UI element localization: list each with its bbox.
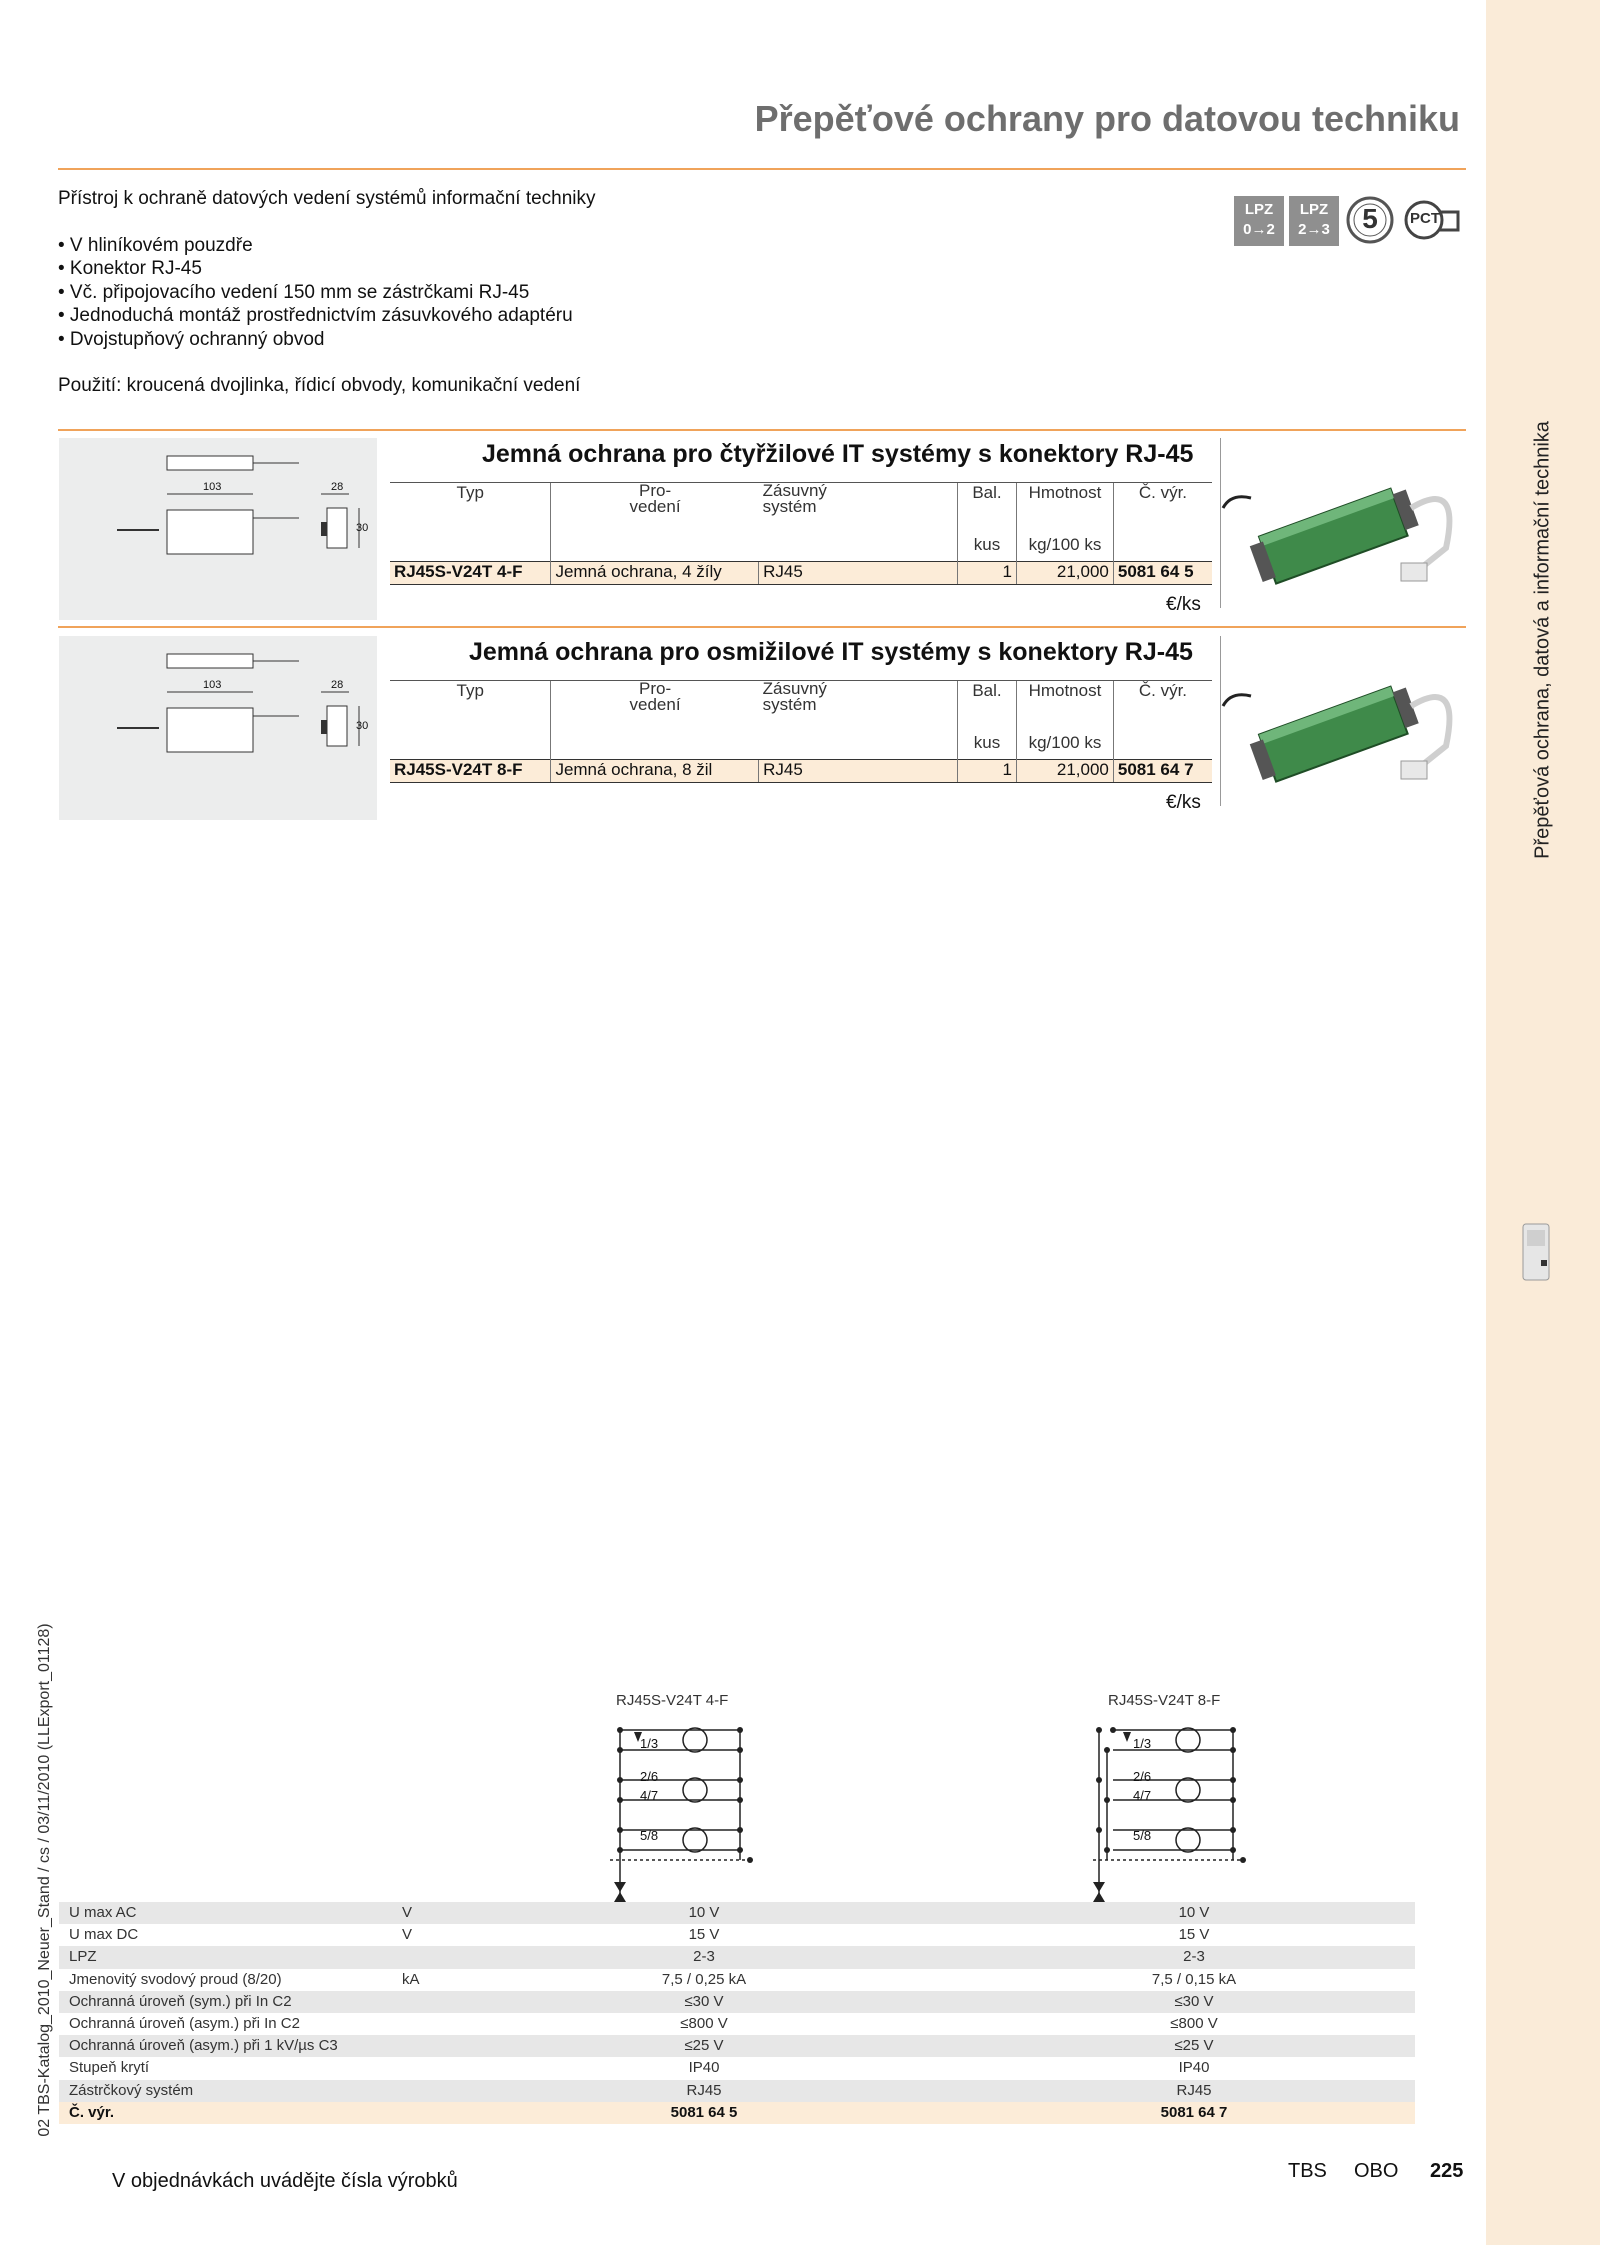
footer-note: V objednávkách uvádějte čísla výrobků [112, 2170, 458, 2192]
col-provedeni: Pro- vedení [551, 681, 759, 734]
col-zasuvny: Zásuvný systém [759, 483, 958, 536]
spec-row: Ochranná úroveň (asym.) při 1 kV/µs C3 ≤25 V ≤25 V [59, 2035, 1415, 2057]
pin-label: 5/8 [640, 1828, 659, 1843]
col-provedeni: Pro- vedení [551, 483, 759, 536]
table-row: RJ45S-V24T 8-F Jemná ochrana, 8 žil RJ45 1 21,000 5081 64 7 [390, 760, 1212, 783]
product-photo-8f [1220, 636, 1464, 806]
spec-row: U max DC V 15 V 15 V [69, 1926, 1210, 1944]
spec-row: Stupeň krytí IP40 IP40 [69, 2059, 1210, 2077]
price-unit: €/ks [1166, 594, 1201, 615]
lpz-badge-0-2: LPZ 0→2 [1234, 196, 1284, 246]
product-table-8f [390, 680, 1212, 783]
product-table-4f [390, 482, 1212, 585]
dim-length: 103 [203, 679, 222, 691]
dim-height: 30 [356, 720, 369, 732]
spec-row: Jmenovitý svodový proud (8/20) kA 7,5 / 0,25 kA 7,5 / 0,15 kA [69, 1970, 1237, 1988]
intro-bullet: • Dvojstupňový ochranný obvod [58, 328, 325, 350]
table-row: RJ45S-V24T 4-F Jemná ochrana, 4 žíly RJ45 1 21,000 5081 64 5 [390, 562, 1212, 585]
circuit-schematic-4f [590, 1712, 760, 1912]
spec-row: LPZ 2-3 2-3 [59, 1946, 1415, 1968]
product-photo-4f [1220, 438, 1464, 608]
col-hmotnost: Hmotnost [1017, 681, 1114, 734]
certification-badges [1234, 196, 1464, 246]
product-title-8f: Jemná ochrana pro osmižilové IT systémy s konektory RJ-45 [469, 638, 1193, 666]
pct-cert-icon: PCT [1400, 198, 1460, 242]
pin-label: 1/3 [640, 1736, 659, 1751]
spec-row: U max AC V 10 V 10 V [59, 1902, 1415, 1924]
table-unit-row: kus kg/100 ks [390, 733, 1212, 760]
intro-lead: Přístroj k ochraně datových vedení systémů informační techniky [58, 188, 596, 209]
schematic-label-8f: RJ45S-V24T 8-F [1108, 1692, 1221, 1709]
col-bal: Bal. [957, 483, 1016, 536]
col-hmotnost: Hmotnost [1017, 483, 1114, 536]
footer-brand-obo: OBO [1354, 2160, 1399, 2182]
dim-width: 28 [331, 481, 344, 493]
pin-label: 2/6 [1133, 1769, 1152, 1784]
title-divider [58, 168, 1466, 170]
price-unit: €/ks [1166, 792, 1201, 813]
table-header-row [390, 681, 1212, 734]
col-typ: Typ [390, 681, 551, 734]
sidebar-category-label [1486, 100, 1600, 1180]
spec-row: Zástrčkový systém RJ45 RJ45 [59, 2080, 1415, 2102]
intro-bullet: • V hliníkovém pouzdře [58, 234, 253, 256]
dimension-drawing-8f [59, 636, 377, 820]
page-title: Přepěťové ochrany pro datovou techniku [754, 98, 1460, 139]
dim-height: 30 [356, 522, 369, 534]
pin-label: 1/3 [1133, 1736, 1152, 1751]
spec-row: Ochranná úroveň (sym.) při In C2 ≤30 V ≤30 V [59, 1991, 1415, 2013]
section-divider [58, 626, 1466, 628]
intro-bullet: • Vč. připojovacího vedení 150 mm se zástrčkami RJ-45 [58, 281, 530, 303]
sidebar-category-text: Přepěťová ochrana, datová a informační technika [1531, 421, 1554, 859]
spec-row-article-number: Č. výr. 5081 64 5 5081 64 7 [59, 2102, 1415, 2124]
pin-label: 2/6 [640, 1769, 659, 1784]
sidebar-product-thumbnail [1519, 1222, 1555, 1282]
pin-label: 4/7 [640, 1788, 659, 1803]
table-header-row [390, 483, 1212, 536]
col-cvyr: Č. výr. [1113, 681, 1212, 734]
col-bal: Bal. [957, 681, 1016, 734]
schematic-label-4f: RJ45S-V24T 4-F [616, 1692, 729, 1709]
catalog-reference: 02 TBS-Katalog_2010_Neuer_Stand / cs / 03/11/2010 (LLExport_01128) [36, 1623, 53, 2137]
section-divider [58, 429, 1466, 431]
intro-text [58, 187, 596, 398]
spec-row: Ochranná úroveň (asym.) při In C2 ≤800 V ≤800 V [69, 2014, 1218, 2032]
page-number: 225 [1430, 2160, 1464, 2182]
technical-spec-table [59, 1902, 1415, 2124]
intro-bullet: • Konektor RJ-45 [58, 258, 202, 279]
product-title-4f: Jemná ochrana pro čtyřžilové IT systémy s konektory RJ-45 [482, 440, 1194, 468]
lpz-badge-2-3: LPZ 2→3 [1289, 196, 1339, 246]
pin-label: 5/8 [1133, 1828, 1152, 1843]
pin-label: 4/7 [1133, 1788, 1152, 1803]
five-year-warranty-icon: 5 [1346, 196, 1394, 244]
col-cvyr: Č. výr. [1113, 483, 1212, 536]
dimension-drawing-4f [59, 438, 377, 620]
dim-width: 28 [331, 679, 344, 691]
intro-bullet: • Jednoduchá montáž prostřednictvím zásuvkového adaptéru [58, 305, 573, 326]
col-typ: Typ [390, 483, 551, 536]
intro-usage: Použití: kroucená dvojlinka, řídicí obvody, komunikační vedení [58, 375, 581, 396]
col-zasuvny: Zásuvný systém [759, 681, 958, 734]
circuit-schematic-8f [1083, 1712, 1253, 1912]
table-unit-row: kus kg/100 ks [390, 535, 1212, 562]
footer-brand-tbs: TBS [1288, 2160, 1327, 2182]
dim-length: 103 [203, 481, 222, 493]
